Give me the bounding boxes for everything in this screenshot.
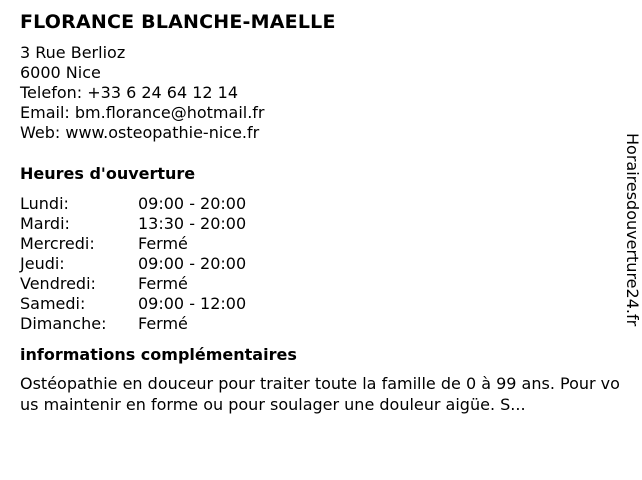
street-address: 3 Rue Berlioz <box>20 43 126 62</box>
info-description: Ostéopathie en douceur pour traiter toute la famille de 0 à 99 ans. Pour vous maintenir en forme ou pour soulager une douleur aigüe. S... <box>20 374 620 414</box>
time-value: 09:00 - 12:00 <box>138 294 247 313</box>
watermark-text: Horairesdouverture24.fr <box>623 133 642 327</box>
phone-number: Telefon: +33 6 24 64 12 14 <box>20 83 239 102</box>
contact-block <box>20 43 620 143</box>
time-value: 09:00 - 20:00 <box>138 254 247 273</box>
time-value: 13:30 - 20:00 <box>138 214 247 233</box>
hours-row-tuesday <box>20 214 620 234</box>
info-title: informations complémentaires <box>20 345 297 364</box>
day-label: Jeudi: <box>20 254 65 273</box>
website: Web: www.osteopathie-nice.fr <box>20 123 260 142</box>
day-label: Mardi: <box>20 214 70 233</box>
hours-title: Heures d'ouverture <box>20 164 196 183</box>
hours-row-friday <box>20 274 620 294</box>
time-value: 09:00 - 20:00 <box>138 194 247 213</box>
day-label: Dimanche: <box>20 314 107 333</box>
opening-hours-table <box>20 194 620 334</box>
time-value: Fermé <box>138 314 188 333</box>
city-address: 6000 Nice <box>20 63 101 82</box>
business-name: FLORANCE BLANCHE-MAELLE <box>20 11 336 33</box>
day-label: Lundi: <box>20 194 69 213</box>
hours-row-sunday <box>20 314 620 334</box>
hours-row-monday <box>20 194 620 214</box>
day-label: Samedi: <box>20 294 86 313</box>
hours-row-wednesday <box>20 234 620 254</box>
time-value: Fermé <box>138 274 188 293</box>
business-card <box>20 10 620 415</box>
hours-row-saturday <box>20 294 620 314</box>
email-address: Email: bm.florance@hotmail.fr <box>20 103 265 122</box>
day-label: Vendredi: <box>20 274 96 293</box>
hours-row-thursday <box>20 254 620 274</box>
day-label: Mercredi: <box>20 234 95 253</box>
time-value: Fermé <box>138 234 188 253</box>
